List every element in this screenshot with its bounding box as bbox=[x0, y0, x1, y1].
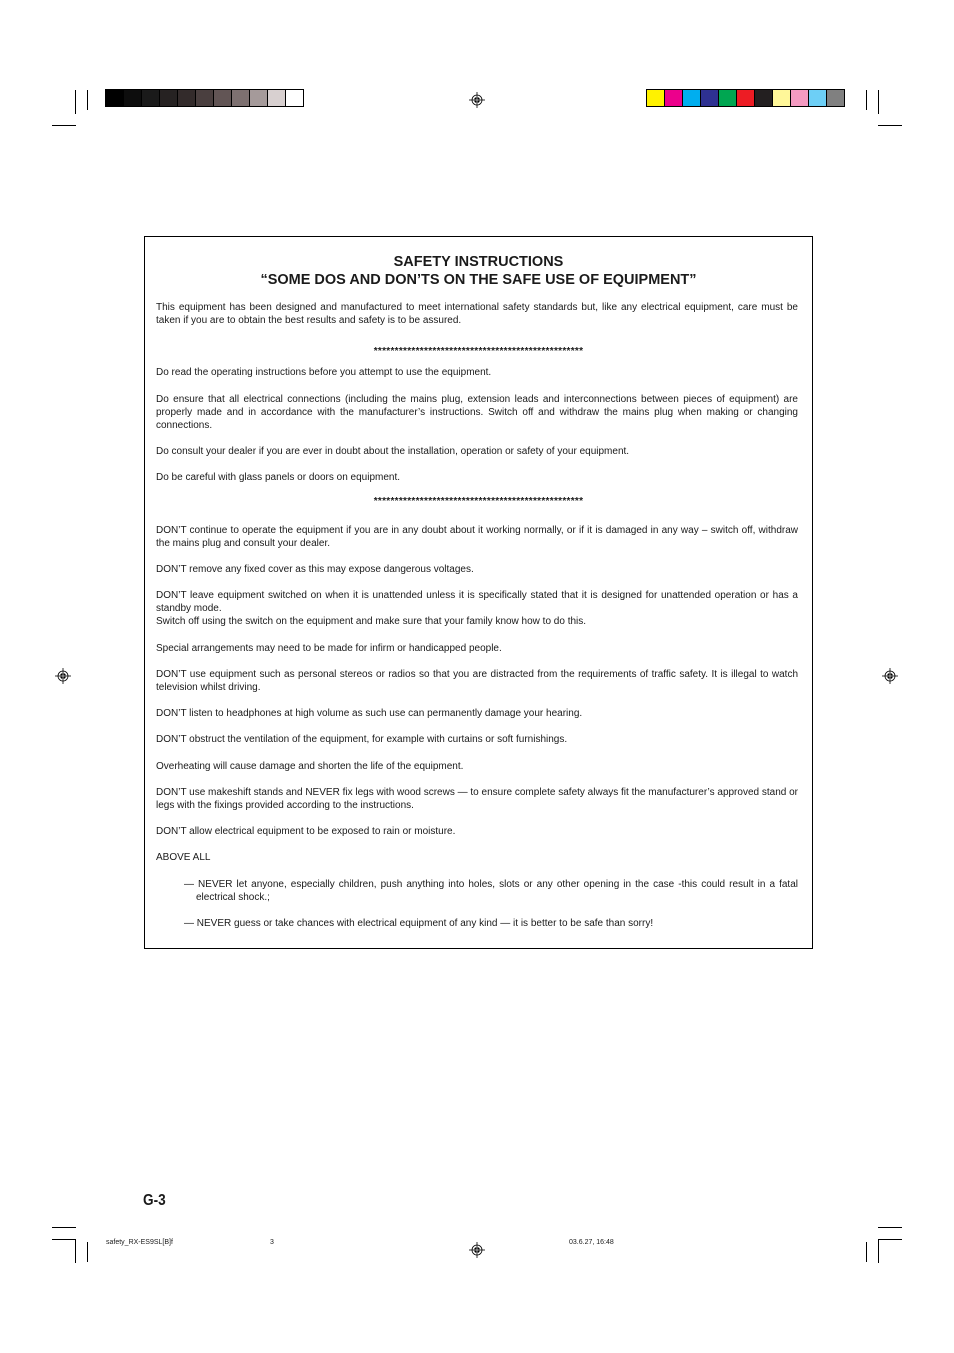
crop-mark bbox=[52, 1227, 76, 1228]
donts-item: DON’T listen to headphones at high volume as such use can permanently damage your hearing. bbox=[156, 708, 583, 719]
color-swatch bbox=[808, 89, 827, 107]
color-swatch bbox=[249, 89, 268, 107]
footer-page: 3 bbox=[270, 1239, 274, 1246]
color-swatch bbox=[646, 89, 665, 107]
donts-item: Overheating will cause damage and shorten the life of the equipment. bbox=[156, 761, 464, 772]
dos-item: Do be careful with glass panels or doors on equipment. bbox=[156, 472, 401, 483]
crop-mark bbox=[878, 1239, 902, 1240]
color-swatch bbox=[141, 89, 160, 107]
color-swatch bbox=[123, 89, 142, 107]
donts-item: Switch off using the switch on the equipment and make sure that your family know how to do this. bbox=[156, 616, 587, 627]
crop-mark bbox=[878, 125, 902, 126]
crop-mark bbox=[878, 90, 879, 114]
donts-item: DON’T continue to operate the equipment if you are in any doubt about it working normally, or if it is damaged in any way – switch off, withdraw the mains plug and consult your dealer. bbox=[156, 525, 798, 549]
color-swatch bbox=[105, 89, 124, 107]
above-all-heading: ABOVE ALL bbox=[156, 852, 211, 863]
color-swatch bbox=[231, 89, 250, 107]
donts-item: DON’T remove any fixed cover as this may expose dangerous voltages. bbox=[156, 564, 474, 575]
safety-instructions-box bbox=[144, 236, 813, 949]
donts-item: Special arrangements may need to be made for infirm or handicapped people. bbox=[156, 643, 502, 654]
color-swatch bbox=[772, 89, 791, 107]
donts-item: DON’T allow electrical equipment to be exposed to rain or moisture. bbox=[156, 826, 456, 837]
dos-item: Do ensure that all electrical connections (including the mains plug, extension leads and interconnections between pieces of equipment) are properly made and in accordance with the manufacturer’s instructions. Switch off and withdraw the mains plug when making or changing connections. bbox=[156, 394, 798, 431]
color-swatch bbox=[736, 89, 755, 107]
registration-mark-icon bbox=[55, 668, 71, 684]
color-swatch bbox=[177, 89, 196, 107]
crop-mark bbox=[866, 1242, 867, 1262]
color-swatch bbox=[213, 89, 232, 107]
footer-filename: safety_RX-ES9SL[B]f bbox=[106, 1239, 173, 1246]
registration-mark-icon bbox=[882, 668, 898, 684]
color-swatch bbox=[718, 89, 737, 107]
page-title: SAFETY INSTRUCTIONS bbox=[393, 254, 564, 270]
color-swatch bbox=[700, 89, 719, 107]
donts-item: DON’T leave equipment switched on when it is unattended unless it is specifically stated that it is designed for unattended operation or has a standby mode. bbox=[156, 590, 798, 614]
crop-mark bbox=[878, 1239, 879, 1263]
crop-mark bbox=[75, 90, 76, 114]
grayscale-swatch-bar bbox=[106, 89, 304, 107]
crop-mark bbox=[52, 1239, 76, 1240]
dos-item: Do consult your dealer if you are ever in doubt about the installation, operation or safety of your equipment. bbox=[156, 446, 630, 457]
donts-item: DON’T use equipment such as personal stereos or radios so that you are distracted from the requirements of traffic safety. It is illegal to watch television whilst driving. bbox=[156, 669, 798, 693]
dos-item: Do read the operating instructions before you attempt to use the equipment. bbox=[156, 367, 492, 378]
donts-item: DON’T obstruct the ventilation of the equipment, for example with curtains or soft furnishings. bbox=[156, 734, 568, 745]
registration-mark-icon bbox=[469, 92, 485, 108]
registration-mark-icon bbox=[469, 1242, 485, 1258]
separator-stars: ************************************************** bbox=[373, 346, 584, 357]
never-item: — NEVER guess or take chances with electrical equipment of any kind — it is better to be safe than sorry! bbox=[184, 918, 654, 929]
intro-paragraph: This equipment has been designed and manufactured to meet international safety standards but, like any electrical equipment, care must be taken if you are to obtain the best results and safety is to be assured. bbox=[156, 302, 798, 326]
footer-date: 03.6.27, 16:48 bbox=[569, 1239, 614, 1246]
crop-mark bbox=[75, 1239, 76, 1263]
color-swatch-bar bbox=[647, 89, 845, 107]
crop-mark bbox=[878, 1227, 902, 1228]
color-swatch bbox=[826, 89, 845, 107]
crop-mark bbox=[87, 90, 88, 110]
crop-mark bbox=[52, 125, 76, 126]
donts-item: DON’T use makeshift stands and NEVER fix legs with wood screws — to ensure complete safety always fit the manufacturer’s approved stand or legs with the fixings provided according to the instructions. bbox=[156, 787, 798, 811]
crop-mark bbox=[866, 90, 867, 110]
never-item: — NEVER let anyone, especially children, push anything into holes, slots or any other opening in the case -this could result in a fatal electrical shock.; bbox=[184, 879, 798, 903]
color-swatch bbox=[682, 89, 701, 107]
page-number: G-3 bbox=[143, 1192, 166, 1209]
color-swatch bbox=[790, 89, 809, 107]
separator-stars: ************************************************** bbox=[373, 496, 584, 507]
color-swatch bbox=[664, 89, 683, 107]
page-subtitle: “SOME DOS AND DON’TS ON THE SAFE USE OF EQUIPMENT” bbox=[260, 272, 697, 288]
color-swatch bbox=[159, 89, 178, 107]
color-swatch bbox=[195, 89, 214, 107]
color-swatch bbox=[754, 89, 773, 107]
color-swatch bbox=[285, 89, 304, 107]
color-swatch bbox=[267, 89, 286, 107]
crop-mark bbox=[87, 1242, 88, 1262]
